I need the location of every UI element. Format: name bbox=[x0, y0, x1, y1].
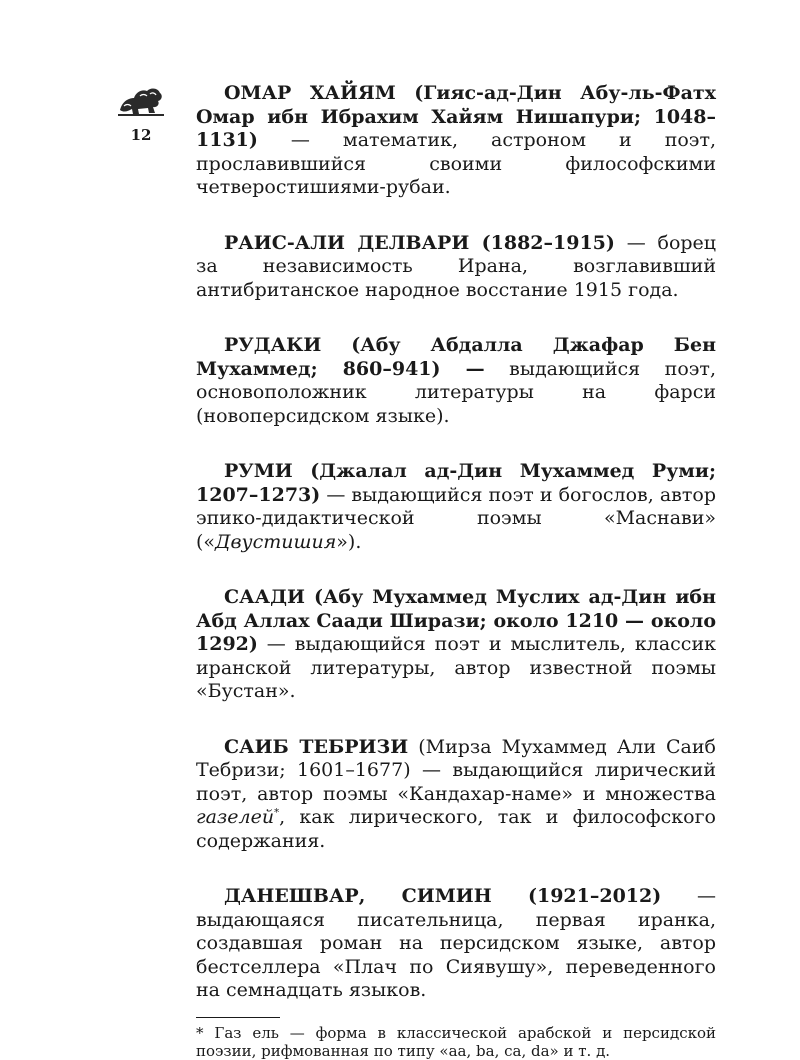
entry-saadi bbox=[196, 586, 716, 704]
entry-description-end: »). bbox=[336, 530, 362, 553]
entry-details: (Абу Абдалла Джафар Бен Мухаммед; 860–941) — bbox=[196, 334, 716, 380]
entry-description: — выдающаяся писательница, первая иранка, создавшая роман на персидском языке, автор бестселлера «Плач по Сиявушу», переведенного на семнадцать языков. bbox=[196, 885, 716, 1001]
entry-details: (Гияс-ад-Дин Абу-ль-Фатх Омар ибн Ибрахим Хайям Нишапури; 1048–1131) bbox=[196, 82, 716, 151]
entry-description: выдающийся поэт, основоположник литературы на фарси (новоперсидском языке). bbox=[196, 357, 716, 427]
entry-saib-tebrizi bbox=[196, 736, 716, 854]
entry-rudaki bbox=[196, 334, 716, 428]
entry-name: РУМИ bbox=[224, 460, 293, 482]
entry-details: (Абу Мухаммед Муслих ад-Дин ибн Абд Аллах Саади Ширази; около 1210 — около 1292) bbox=[196, 586, 716, 655]
entry-description: — выдающийся лирический поэт, автор поэмы «Кандахар-наме» и множества bbox=[196, 759, 716, 805]
entry-daneshvar-simin bbox=[196, 885, 716, 1003]
entry-name: СААДИ bbox=[224, 586, 305, 608]
entry-omar-khayyam bbox=[196, 82, 716, 200]
entry-rumi bbox=[196, 460, 716, 554]
entry-details: (1921–2012) bbox=[491, 885, 662, 907]
glossary-content bbox=[196, 82, 716, 1060]
entry-description: — выдающийся поэт и богослов, автор эпико-дидактической поэмы «Маснави» (« bbox=[196, 483, 716, 553]
entry-rais-ali-delvari bbox=[196, 232, 716, 303]
entry-name: РАИС-АЛИ ДЕЛВАРИ bbox=[224, 231, 470, 254]
footnote-marker: * bbox=[274, 807, 280, 819]
entry-details: (1882–1915) bbox=[469, 231, 615, 254]
entry-description: — математик, астроном и поэт, прославившийся своими философскими четверостишиями-рубаи. bbox=[196, 129, 716, 198]
entry-italic-term: газелей bbox=[196, 806, 275, 828]
lion-emblem-icon bbox=[116, 84, 166, 118]
entry-name: РУДАКИ bbox=[224, 334, 322, 356]
footnote: * Газ ель — форма в классической арабской и персидской поэзии, рифмованная по типу «aa, ba, ca, da» и т. д. bbox=[196, 1023, 716, 1060]
entry-details: (Джалал ад-Дин Мухаммед Руми; 1207–1273) bbox=[196, 460, 716, 506]
entry-italic-term: Двустишия bbox=[215, 530, 337, 553]
footnote-divider bbox=[196, 1017, 280, 1018]
entry-description: — выдающийся поэт и мыслитель, классик иранской литературы, автор известной поэмы «Бустан». bbox=[196, 633, 716, 702]
entry-details: (Мирза Мухаммед Али Саиб Тебризи; 1601–1677) bbox=[196, 735, 716, 781]
page-number: 12 bbox=[130, 126, 152, 144]
entry-name: ОМАР ХАЙЯМ bbox=[224, 82, 396, 104]
entry-description-end: , как лирического, так и философского содержания. bbox=[196, 806, 716, 852]
entry-name: САИБ ТЕБРИЗИ bbox=[224, 735, 409, 758]
entry-name: ДАНЕШВАР, СИМИН bbox=[224, 885, 492, 907]
entry-description: — борец за независимость Ирана, возглавивший антибританское народное восстание 1915 года. bbox=[196, 231, 717, 301]
